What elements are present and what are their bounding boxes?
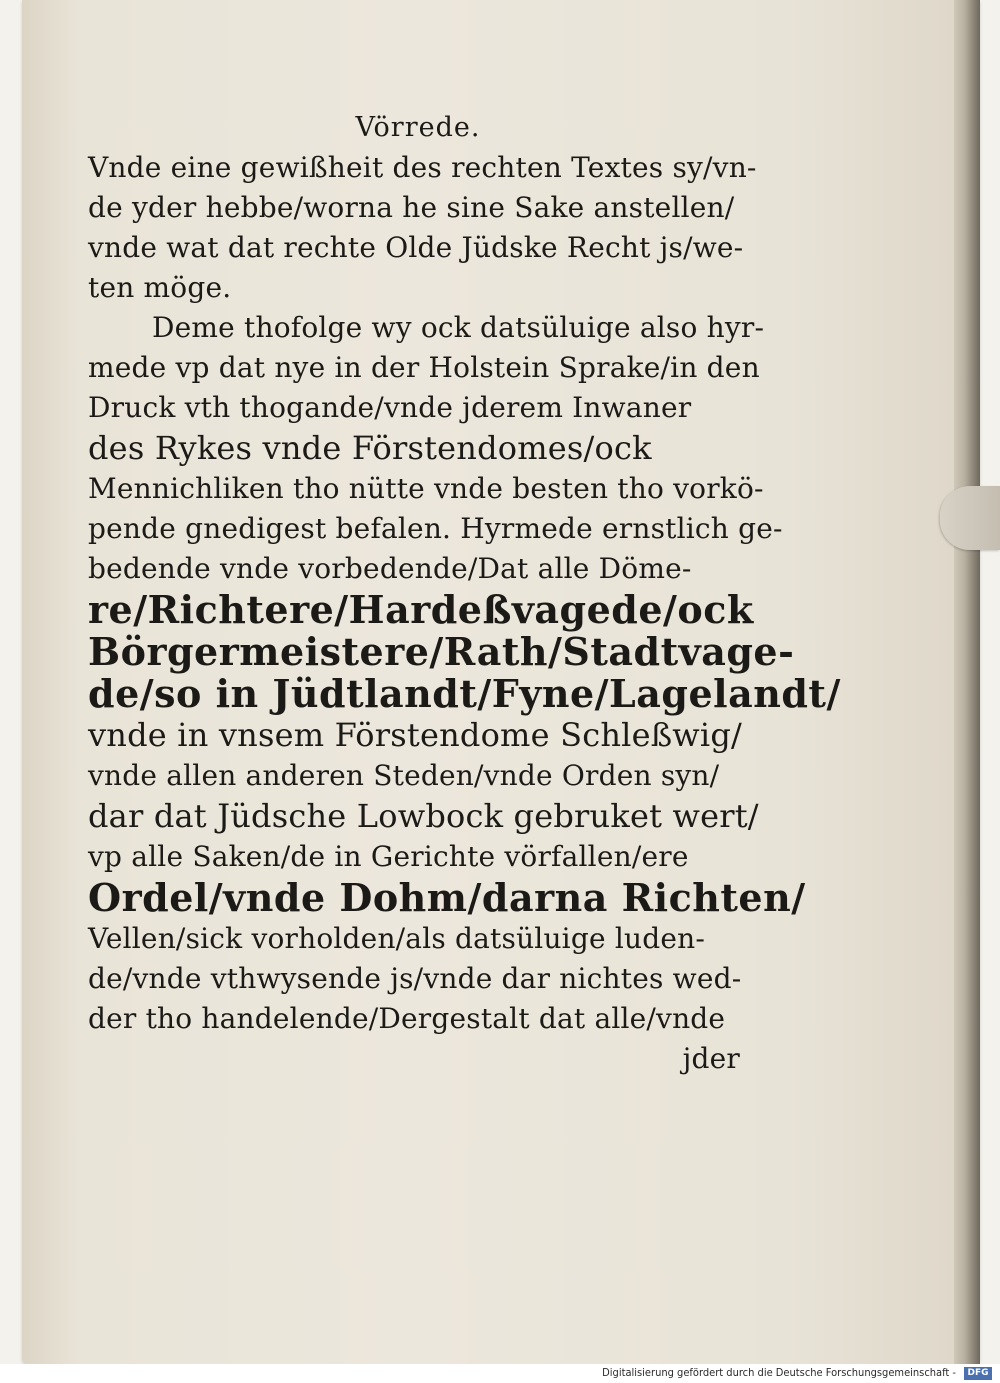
text-line: mede vp dat nye in der Holstein Sprake/in den [88,351,760,384]
text-line: pende gnedigest befalen. Hyrmede ernstlich ge- [88,512,783,545]
text-line: bedende vnde vorbedende/Dat alle Döme- [88,552,692,585]
text-line: vnde in vnsem Förstendome Schleßwig/ [88,716,742,754]
text-line: re/Richtere/Hardeßvagede/ock [88,587,754,632]
catchword: jder [682,1042,740,1075]
text-line: dar dat Jüdsche Lowbock gebruket wert/ [88,797,759,835]
footer-bar [0,1364,1000,1383]
text-line: Ordel/vnde Dohm/darna Richten/ [88,875,806,920]
text-line: Vnde eine gewißheit des rechten Textes sy/vn- [88,151,757,184]
funding-credit: Digitalisierung gefördert durch die Deutsche Forschungsgemeinschaft - [602,1366,956,1379]
text-line: vnde wat dat rechte Olde Jüdske Recht js/we- [88,231,744,264]
text-line: Mennichliken tho nütte vnde besten tho vorkö- [88,472,764,505]
page-edge [954,0,980,1364]
text-line: ten möge. [88,271,232,304]
text-line: Druck vth thogande/vnde jderem Inwaner [88,391,692,424]
dfg-logo-icon: DFG [964,1367,992,1380]
running-head: Vörrede. [355,112,481,143]
text-line: des Rykes vnde Förstendomes/ock [88,429,652,467]
text-line: Vellen/sick vorholden/als datsüluige luden- [88,922,706,955]
text-line: de/vnde vthwysende js/vnde dar nichtes wed- [88,962,742,995]
page-clip [940,486,1000,550]
text-line: Börgermeistere/Rath/Stadtvage- [88,629,795,674]
text-line: vnde allen anderen Steden/vnde Orden syn/ [88,759,720,792]
text-line: der tho handelende/Dergestalt dat alle/vnde [88,1002,726,1035]
text-line: vp alle Saken/de in Gerichte vörfallen/ere [88,840,689,873]
text-line: Deme thofolge wy ock datsüluige also hyr- [152,311,765,344]
page-text [88,108,841,1079]
text-line: de/so in Jüdtlandt/Fyne/Lagelandt/ [88,671,841,716]
text-line: de yder hebbe/worna he sine Sake anstellen/ [88,191,735,224]
